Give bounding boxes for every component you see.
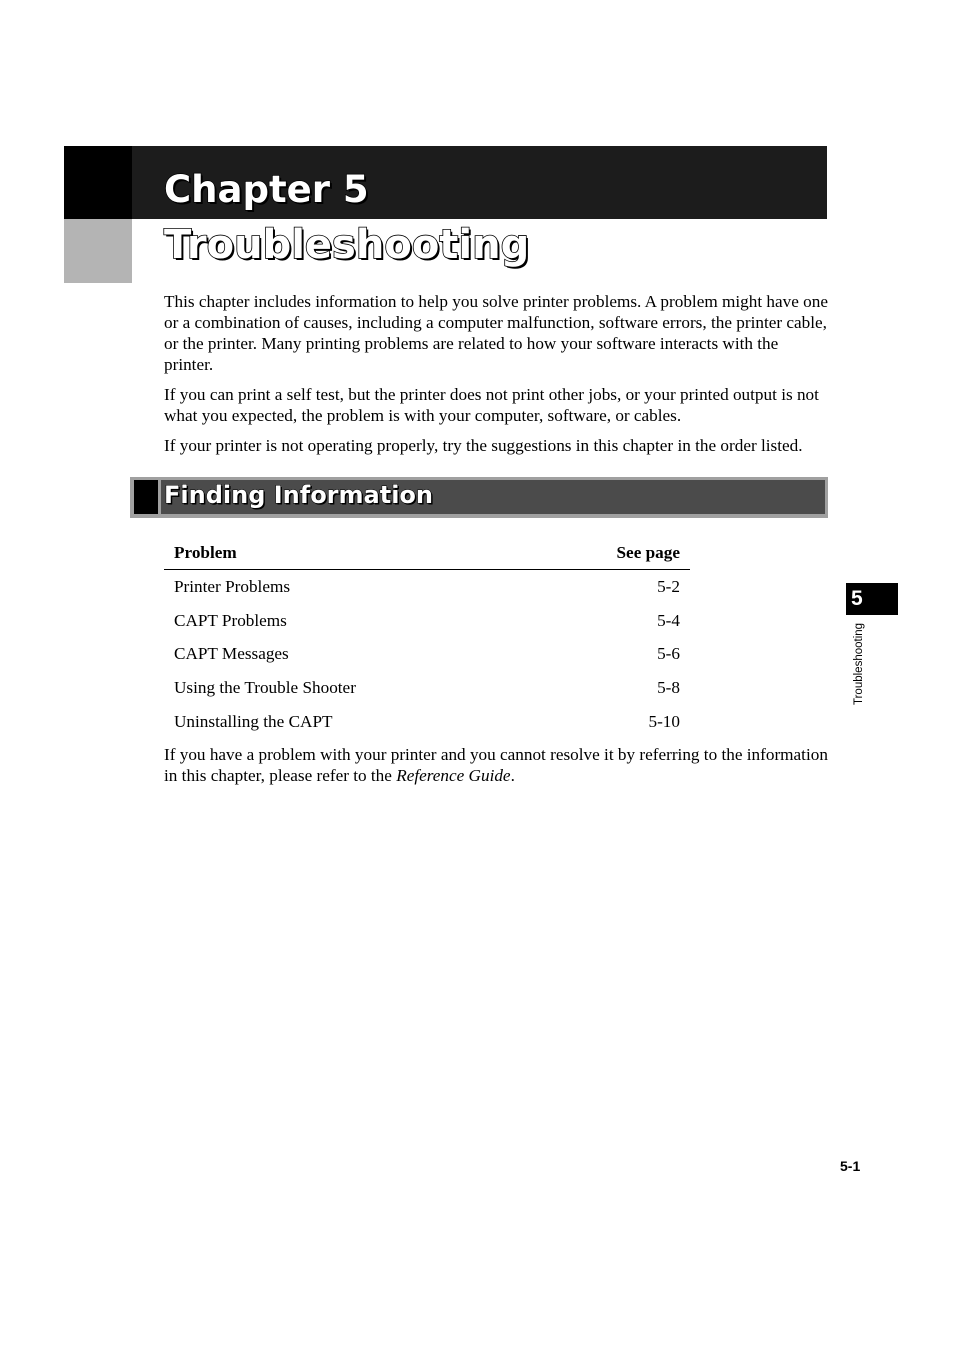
column-header-problem: Problem xyxy=(174,542,237,562)
header-block-gray xyxy=(64,219,132,283)
reference-guide-title: Reference Guide xyxy=(396,766,511,785)
table-row xyxy=(164,671,690,705)
table-row xyxy=(164,705,690,739)
table-row xyxy=(164,638,690,672)
table-header xyxy=(164,536,690,570)
page-number: 5-1 xyxy=(840,1158,861,1174)
chapter-tab-label: Troubleshooting xyxy=(853,622,865,705)
page-cell: 5-6 xyxy=(657,644,680,664)
closing-paragraph xyxy=(164,744,830,786)
chapter-title: Troubleshooting xyxy=(164,222,530,268)
intro-paragraph-3: If your printer is not operating properly, try the suggestions in this chapter in the order listed. xyxy=(164,436,803,455)
intro-paragraph-1: This chapter includes information to help you solve printer problems. A problem might have one or a combination of causes, including a computer malfunction, software errors, the printer cable, or the printer. Many printing problems are related to how your software interacts with the printer. xyxy=(164,292,828,374)
problem-cell: Uninstalling the CAPT xyxy=(174,712,333,732)
chapter-tab-number: 5 xyxy=(851,587,863,610)
closing-text: If you have a problem with your printer and you cannot resolve it by referring to the information in this chapter, please refer to the xyxy=(164,745,828,785)
problem-cell: Printer Problems xyxy=(174,576,291,596)
page-cell: 5-10 xyxy=(648,712,680,732)
intro-paragraph-2: If you can print a self test, but the printer does not print other jobs, or your printed output is not what you expected, the problem is with your computer, software, or cables. xyxy=(164,385,819,425)
section-heading-marker xyxy=(134,480,158,514)
table-row xyxy=(164,604,690,638)
header-block-black xyxy=(64,146,132,219)
problem-cell: CAPT Messages xyxy=(174,644,289,664)
problem-cell: CAPT Problems xyxy=(174,610,287,630)
column-header-see-page: See page xyxy=(616,542,680,562)
problem-table xyxy=(164,536,690,739)
table-row xyxy=(164,570,690,604)
page-cell: 5-4 xyxy=(657,610,680,630)
chapter-label: Chapter 5 xyxy=(164,168,369,211)
page-cell: 5-2 xyxy=(657,576,680,596)
section-title: Finding Information xyxy=(164,481,433,509)
closing-period: . xyxy=(510,766,515,785)
page-cell: 5-8 xyxy=(657,678,680,698)
problem-cell: Using the Trouble Shooter xyxy=(174,678,356,698)
